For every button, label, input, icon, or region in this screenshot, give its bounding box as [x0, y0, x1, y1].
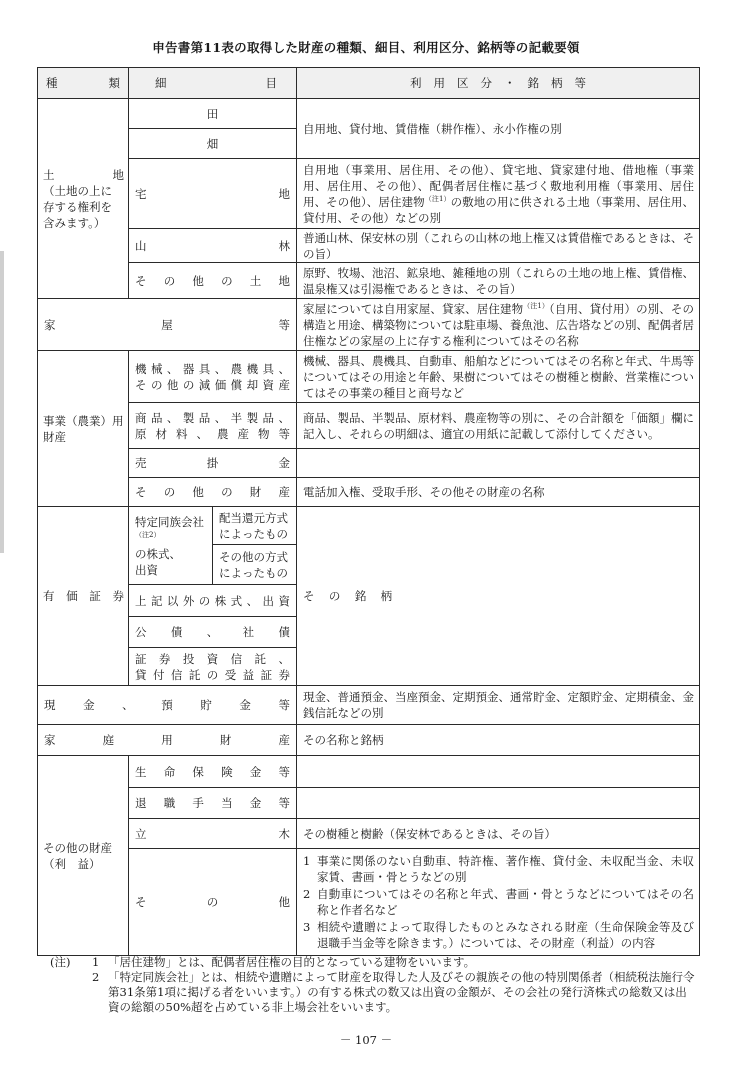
spread-char: 、: [278, 651, 290, 666]
category-other-assets-label: その他の財産 （利 益）: [43, 840, 112, 871]
spread-line: [135, 361, 290, 377]
detail-life-insurance-label: [135, 764, 290, 780]
detail-family-company-label: 特定同族会社: [135, 514, 204, 529]
spread-char: 品: [262, 410, 274, 425]
usage-goods: 商品、製品、半製品、原材料、農産物等の別に、その合計額を「価額」欄に記入し、それらの明細は、適宜の用紙に記載して添付してください。: [297, 403, 700, 449]
usage-building-text-b: （自用、貸付用）の別、その構造と用途、構築物については駐車場、養魚池、広告塔などの別、配偶者居住権などの家屋の上に存する権利についてはその名称: [303, 301, 694, 348]
detail-dividend-method-label: 配当還元方式 によったもの: [219, 510, 288, 541]
scrollbar-thumb[interactable]: [0, 251, 4, 553]
spread-char: 庭: [102, 733, 115, 747]
spread-char: 製: [182, 410, 195, 425]
category-household-label: [44, 732, 290, 748]
spread-char: 券: [158, 651, 171, 666]
spread-char: 株: [214, 593, 227, 608]
spread-line: [135, 894, 290, 910]
detail-other-stocks: [129, 585, 297, 617]
detail-standing-timber-label: [135, 826, 290, 842]
usage-life-insurance-empty: [297, 756, 700, 788]
usage-retirement-empty: [297, 788, 700, 819]
spread-char: そ: [135, 485, 147, 499]
spread-char: 、: [166, 410, 179, 425]
spread-char: 、: [246, 593, 259, 608]
spread-char: 資: [262, 377, 274, 392]
detail-other-stocks-label: [135, 593, 290, 609]
spread-char: 託: [254, 651, 267, 666]
spread-char: 職: [163, 796, 176, 810]
category-other-assets: [38, 756, 129, 956]
row-land-paddy: [38, 99, 700, 129]
spread-char: 料: [176, 426, 188, 441]
spread-char: 等: [278, 764, 290, 779]
spread-line: [135, 651, 290, 667]
spread-line: [43, 588, 124, 604]
spread-char: 地: [278, 273, 290, 288]
usage-paddy-upland: 自用地、貸付地、賃借権（耕作権）、永小作権の別: [297, 99, 700, 159]
footnote-number: 2: [92, 970, 100, 984]
category-land: [38, 99, 129, 299]
category-building: [38, 299, 297, 351]
header-usage-label: 利用区分・銘柄等: [410, 76, 598, 90]
spread-line: [135, 484, 290, 500]
misc-item-text: 相続や遺贈によって取得したものとみなされる財産（生命保険金等及び退職手当金等を除きます。）については、その財産（利益）の内容: [317, 919, 694, 950]
misc-item-text: 自動車についてはその名称と年式、書画・骨とうなどについてはその名称と作者名など: [317, 886, 694, 917]
detail-goods-label: [135, 410, 290, 442]
spread-line: [44, 317, 290, 333]
spread-char: 券: [278, 667, 290, 682]
detail-bonds-label: [135, 624, 290, 640]
footnote-text: 「特定同族会社」とは、相続や遺贈によって財産を取得した人及びその親族その他の特別関係者（相続税法施行令第31条第1項に掲げる者をいいます。）の有する株式の数又は出資の金額が、その会社の発行済株式の総数又は出資の総額の50%超を占めている非上場会社をいいます。: [108, 970, 695, 1014]
spread-char: 、: [196, 426, 208, 441]
footnote: [50, 970, 695, 1015]
detail-business-other-label: [135, 484, 290, 500]
detail-business-other: [129, 478, 297, 507]
spread-char: 等: [278, 698, 290, 712]
spread-char: 山: [135, 238, 147, 253]
spread-line: [135, 426, 290, 442]
header-usage: [297, 68, 700, 99]
spread-char: 農: [217, 426, 229, 441]
spread-line: [135, 238, 290, 254]
footnote: [50, 955, 695, 970]
note-1-ref: （注1）: [424, 194, 451, 203]
detail-family-company-rest: [135, 530, 206, 578]
spread-char: 証: [260, 667, 273, 682]
spread-char: 等: [278, 426, 290, 441]
spread-line: [46, 75, 120, 91]
row-securities-dividend: [38, 507, 700, 545]
spread-char: 細: [155, 76, 167, 90]
row-other-life-insurance: [38, 756, 700, 788]
spread-char: 具: [198, 361, 211, 376]
spread-char: 半: [230, 410, 243, 425]
spread-char: 屋: [161, 317, 173, 332]
spread-char: 用: [161, 733, 173, 747]
detail-other-land: [129, 263, 297, 299]
spread-char: 機: [135, 361, 147, 376]
spread-char: 等: [278, 796, 290, 810]
row-other-standing-timber: [38, 819, 700, 849]
spread-char: 種: [46, 76, 58, 90]
usage-securities-label: その銘柄: [303, 589, 407, 603]
spread-line: [43, 167, 124, 183]
misc-item: [303, 886, 694, 919]
spread-char: 、: [122, 698, 134, 712]
spread-char: 他: [192, 273, 204, 288]
spread-char: 受: [224, 667, 237, 682]
usage-residential-text-b: の敷地の用に供される土地（事業用、居住用、貸付用、その他）などの別: [303, 194, 694, 225]
detail-family-company-shares: の株式、 出資: [135, 546, 181, 577]
detail-other-land-label: [135, 273, 290, 289]
usage-securities: [297, 507, 700, 686]
footnote-text: 「居住建物」とは、配偶者居住権の目的となっている建物をいいます。: [108, 955, 476, 969]
spread-char: 険: [221, 764, 233, 779]
spread-char: 木: [278, 826, 290, 841]
spread-char: 目: [265, 76, 277, 90]
spread-char: 類: [108, 76, 120, 90]
detail-trusts: [129, 648, 297, 686]
spread-char: 、: [214, 410, 227, 425]
row-business-machinery: [38, 351, 700, 403]
spread-char: 金: [249, 764, 262, 779]
spread-char: 土: [249, 273, 262, 288]
spread-char: 金: [278, 456, 290, 470]
detail-life-insurance: [129, 756, 297, 788]
spread-char: そ: [135, 377, 147, 392]
detail-misc: [129, 849, 297, 956]
row-land-other: [38, 263, 700, 299]
detail-other-method: [213, 545, 297, 585]
spread-char: の: [198, 593, 211, 608]
spread-char: の: [150, 377, 163, 392]
usage-business-other: 電話加入権、受取手形、その他その財産の名称: [297, 478, 700, 507]
misc-item-text: 事業に関係のない自動車、特許権、著作権、貸付金、未収配当金、未収家賃、書画・骨とうなどの別: [317, 853, 694, 884]
row-land-forest: [38, 229, 700, 263]
spread-line: [135, 624, 290, 640]
spread-char: 財: [219, 733, 232, 747]
spread-char: 保: [192, 764, 204, 779]
spread-char: 家: [44, 733, 56, 747]
category-land-note: （土地の上に 存する権利を 含みます。）: [43, 183, 112, 230]
usage-residential: [297, 159, 700, 229]
spread-char: の: [163, 485, 176, 499]
header-detail-label: [155, 75, 277, 91]
spread-char: 記: [150, 593, 163, 608]
spread-line: [135, 593, 290, 609]
spread-char: 貸: [135, 667, 147, 682]
category-land-label: [43, 167, 124, 183]
spread-char: 機: [246, 361, 259, 376]
spread-char: 商: [135, 410, 147, 425]
spread-line: [135, 377, 290, 393]
detail-other-method-label: その他の方式 によったもの: [219, 549, 288, 580]
spread-char: 原: [135, 426, 147, 441]
spread-char: 器: [182, 361, 195, 376]
spread-char: 社: [242, 625, 255, 639]
category-business: [38, 351, 129, 507]
spread-char: 、: [214, 361, 227, 376]
usage-standing-timber: その樹種と樹齢（保安林であるときは、その旨）: [297, 819, 700, 849]
misc-item: [303, 853, 694, 886]
detail-retirement: [129, 788, 297, 819]
detail-retirement-label: [135, 795, 290, 811]
spread-char: の: [221, 485, 233, 499]
row-business-goods: [38, 403, 700, 449]
spread-line: [135, 186, 290, 202]
spread-char: 付: [152, 667, 165, 682]
spread-char: 他: [192, 485, 204, 499]
usage-receivables-empty: [297, 449, 700, 478]
category-securities: [38, 507, 129, 686]
detail-machinery-label: [135, 361, 290, 393]
usage-other-land: 原野、牧場、池沼、鉱泉地、雑種地の別（これらの土地の地上権、賃借権、温泉権又は引湯権であるときは、その旨）: [297, 263, 700, 299]
spread-char: 械: [150, 361, 163, 376]
spread-char: の: [206, 895, 219, 909]
spread-char: 信: [230, 651, 243, 666]
table-header-row: [38, 68, 700, 99]
row-business-receivables: [38, 449, 700, 478]
detail-bonds: [129, 617, 297, 648]
spread-char: の: [206, 667, 219, 682]
spread-char: 外: [182, 593, 195, 608]
spread-char: 掛: [206, 456, 219, 470]
spread-char: 出: [262, 593, 274, 608]
detail-misc-label: [135, 894, 290, 910]
spread-line: [155, 75, 277, 91]
spread-char: 産: [278, 733, 290, 747]
spread-char: 投: [182, 651, 195, 666]
spread-line: [135, 764, 290, 780]
detail-residential-label: [135, 186, 290, 202]
spread-char: 当: [221, 796, 233, 810]
footnote-number: 1: [92, 955, 100, 969]
category-cash: [38, 686, 297, 725]
note-1-ref: （注1）: [523, 301, 550, 310]
spread-char: の: [221, 273, 233, 288]
spread-char: 資: [206, 651, 219, 666]
spread-line: [135, 795, 290, 811]
detail-forest-label: [135, 238, 290, 254]
spread-line: [135, 455, 290, 471]
note-2-ref: （注2）: [135, 530, 161, 539]
spread-line: [44, 732, 290, 748]
spread-char: 金: [239, 698, 251, 712]
spread-char: 立: [135, 826, 147, 841]
row-business-other: [38, 478, 700, 507]
spread-char: 現: [44, 698, 56, 712]
spread-char: 金: [249, 796, 262, 810]
spread-char: 上: [135, 593, 147, 608]
spread-char: 債: [278, 625, 290, 639]
spread-char: 物: [258, 426, 270, 441]
spread-char: 、: [166, 361, 179, 376]
spread-char: 償: [230, 377, 243, 392]
spread-char: 産: [278, 485, 290, 499]
detail-forest: [129, 229, 297, 263]
spread-char: 託: [188, 667, 201, 682]
spread-char: 他: [278, 895, 290, 909]
detail-upland: 畑: [129, 129, 297, 159]
usage-building: [297, 299, 700, 351]
spread-char: 具: [262, 361, 274, 376]
footnote-label: (注): [50, 955, 71, 969]
usage-forest: 普通山林、保安林の別（これらの山林の地上権又は賃借権であるときは、その旨）: [297, 229, 700, 263]
spread-line: [135, 667, 290, 683]
spread-char: 生: [135, 764, 147, 779]
spread-char: 預: [161, 698, 173, 712]
category-household: [38, 725, 297, 756]
spread-char: 農: [230, 361, 243, 376]
detail-receivables: [129, 449, 297, 478]
footnotes: [50, 955, 695, 1015]
spread-char: 、: [206, 625, 219, 639]
detail-trusts-label: [135, 651, 290, 683]
spread-char: 売: [135, 456, 147, 470]
detail-paddy: 田: [129, 99, 297, 129]
category-cash-label: [44, 697, 290, 713]
spread-char: 信: [170, 667, 183, 682]
row-land-residential: [38, 159, 700, 229]
spread-char: 家: [44, 317, 56, 332]
usage-household: その名称と銘柄: [297, 725, 700, 756]
detail-residential: [129, 159, 297, 229]
spread-char: 命: [163, 764, 176, 779]
spread-char: 価: [66, 589, 78, 603]
spread-char: 手: [192, 796, 204, 810]
category-securities-label: [43, 588, 124, 604]
spread-char: 産: [278, 377, 290, 392]
spread-char: 有: [43, 589, 55, 603]
spread-char: 品: [198, 410, 211, 425]
usage-misc: [297, 849, 700, 956]
spread-char: 土: [43, 167, 55, 182]
row-household: [38, 725, 700, 756]
spread-char: 等: [278, 317, 290, 332]
spread-char: 証: [135, 651, 147, 666]
misc-item-number: 2: [303, 886, 311, 901]
spread-char: 、: [278, 410, 290, 425]
page-number: － 107 －: [339, 1033, 393, 1047]
spread-char: 他: [166, 377, 179, 392]
spread-line: [44, 697, 290, 713]
spread-char: 以: [166, 593, 179, 608]
header-detail: [129, 68, 297, 99]
header-category: [38, 68, 129, 99]
usage-machinery: 機械、器具、農機具、自動車、船舶などについてはその名称と年式、牛馬等についてはその用途と年齢、果樹についてはその樹種と樹齢、営業権についてはその事業の種目と商号など: [297, 351, 700, 403]
category-business-label: 事業（農業）用 財産: [43, 413, 124, 444]
spread-char: の: [182, 377, 195, 392]
spread-char: そ: [135, 273, 147, 288]
spread-char: 宅: [135, 186, 147, 201]
row-other-retirement: [38, 788, 700, 819]
spread-char: 製: [246, 410, 259, 425]
spread-line: [135, 826, 290, 842]
detail-machinery: [129, 351, 297, 403]
spread-char: 公: [135, 625, 147, 639]
document-title: 申告書第11表の取得した財産の種類、細目、利用区分、銘柄等の記載要領: [152, 40, 580, 55]
spread-line: [135, 273, 290, 289]
misc-item: [303, 919, 694, 952]
spread-char: 地: [112, 167, 124, 182]
detail-family-company: [129, 507, 213, 585]
spread-char: 債: [170, 625, 183, 639]
spread-char: 資: [278, 593, 290, 608]
row-other-misc: [38, 849, 700, 956]
spread-char: 貯: [200, 698, 212, 712]
spread-char: 地: [278, 186, 290, 201]
spread-char: 財: [249, 485, 262, 499]
usage-residential-text-a: 自用地（事業用、居住用、その他）、貸宅地、貸家建付地、借地権（事業用、居住用、その他）、配偶者居住権に基づく敷地利用権（事業用、居住用、その他）、居住建物: [303, 162, 694, 209]
misc-item-number: 3: [303, 919, 311, 934]
usage-building-text-a: 家屋については自用家屋、貸家、居住建物: [303, 301, 524, 316]
detail-goods: [129, 403, 297, 449]
spread-char: 金: [83, 698, 95, 712]
spread-char: 退: [135, 796, 147, 810]
spread-char: 券: [112, 589, 124, 603]
usage-cash: 現金、普通預金、当座預金、定期預金、通常貯金、定額貯金、定期積金、金銭信託などの別: [297, 686, 700, 725]
detail-standing-timber: [129, 819, 297, 849]
spread-char: 、: [278, 361, 290, 376]
row-cash: [38, 686, 700, 725]
spread-line: [135, 410, 290, 426]
spread-char: 減: [198, 377, 211, 392]
header-category-label: [46, 75, 120, 91]
property-entry-guide-table: [37, 67, 700, 956]
footnote-label-spacer: [50, 970, 92, 1015]
spread-char: の: [163, 273, 176, 288]
spread-char: 材: [155, 426, 167, 441]
spread-char: 益: [242, 667, 255, 682]
spread-char: 産: [237, 426, 249, 441]
spread-char: そ: [135, 895, 147, 909]
row-building: [38, 299, 700, 351]
spread-char: 式: [230, 593, 243, 608]
misc-item-number: 1: [303, 853, 311, 868]
category-building-label: [44, 317, 290, 333]
detail-dividend-method: [213, 507, 297, 545]
detail-receivables-label: [135, 455, 290, 471]
spread-char: 却: [246, 377, 259, 392]
spread-char: 価: [214, 377, 227, 392]
spread-char: 林: [278, 238, 290, 253]
spread-char: 品: [150, 410, 163, 425]
spread-char: 証: [89, 589, 101, 603]
